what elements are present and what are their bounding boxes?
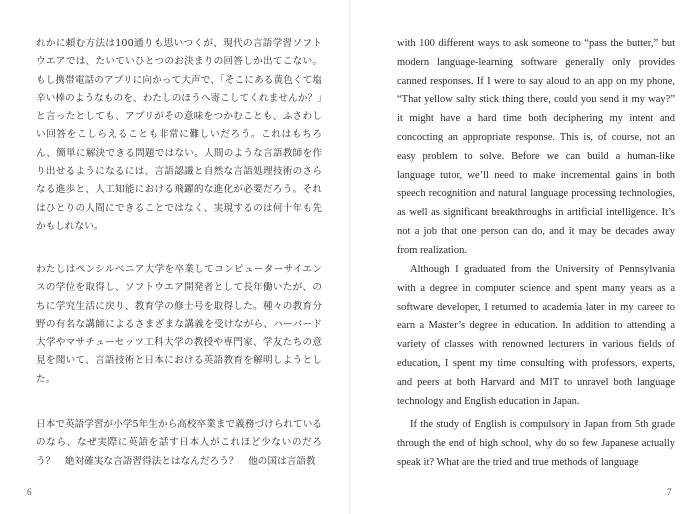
japanese-paragraph-2: わたしはペンシルベニア大学を卒業してコンピューターサイエンスの学位を取得し、ソフトウエア開発者として長年働いたが、のちに学究生活に戻り、教育学の修士号を取得した。種々の教育分野の有名な講師によるさまざまな講義を受けながら、ハーバード大学やマサチューセッツ工科大学の教授や専門家、学友たちの意見を聞いて、言語技術と日本における英語教育を解明しようとした。 [36, 264, 322, 385]
left-page-number: 6 [27, 487, 32, 497]
right-page [350, 0, 700, 514]
english-paragraph-1: with 100 different ways to ask someone to “pass the butter,” but modern language-learning software generally only provides canned responses. If I were to say aloud to an app on my phone, “That yellow salty stick thing there, could you send it my way?” it might have a hard time both deciphering my intent and concocting an appropriate response. This is, of course, not an easy problem to solve. Before we can build a human-like language tutor, we’ll need to make incremental gains in both speech recognition and natural language processing technologies, as well as significant breakthroughs in artificial intelligence. It’s not a job that one person can do, and it may be decades away from realization. [397, 38, 675, 256]
english-paragraph-3: If the study of English is compulsory in Japan from 5th grade through the end of high school, why do so few Japanese actually speak it? What are the tried and true methods of language [397, 419, 675, 468]
japanese-paragraph-3: 日本で英語学習が小学5年生から高校卒業まで義務づけられているのなら、なぜ実際に英語を話す日本人がこれほど少ないのだろう？ 絶対確実な言語習得法とはなんだろう？ 他の国は言語教 [36, 419, 322, 467]
english-paragraph-2: Although I graduated from the University of Pennsylvania with a degree in computer science and spent many years as a software developer, I returned to academia later in my career to earn a Master’s degree in education. In addition to attending a variety of classes with renowned lecturers in various fields of education, I spent my time consulting with professors, experts, and peers at both Harvard and MIT to unravel both language technology and English education in Japan. [397, 264, 675, 407]
right-page-number: 7 [667, 487, 672, 497]
japanese-paragraph-1: れかに頼む方法は100通りも思いつくが、現代の言語学習ソフトウエアでは、たいていひとつのお決まりの回答しか出てこない。もし携帯電話のアプリに向かって大声で、「そこにある黄色くて塩辛い棒のようなものを、わたしのほうへ寄こしてくれませんか？」と言ったとしても、アプリがその意味をつかむことも、ふさわしい回答をこしらえることも非常に難しいだろう。これはもちろん、簡単に解決できる問題ではない。人間のような言語教師を作り出せるようになるには、言語認識と自然な言語処理技術のさらなる進歩と、人工知能における飛躍的な進化が必要だろう。それはひとりの人間にできることではなく、実現するのは何十年も先かもしれない。 [36, 38, 322, 232]
